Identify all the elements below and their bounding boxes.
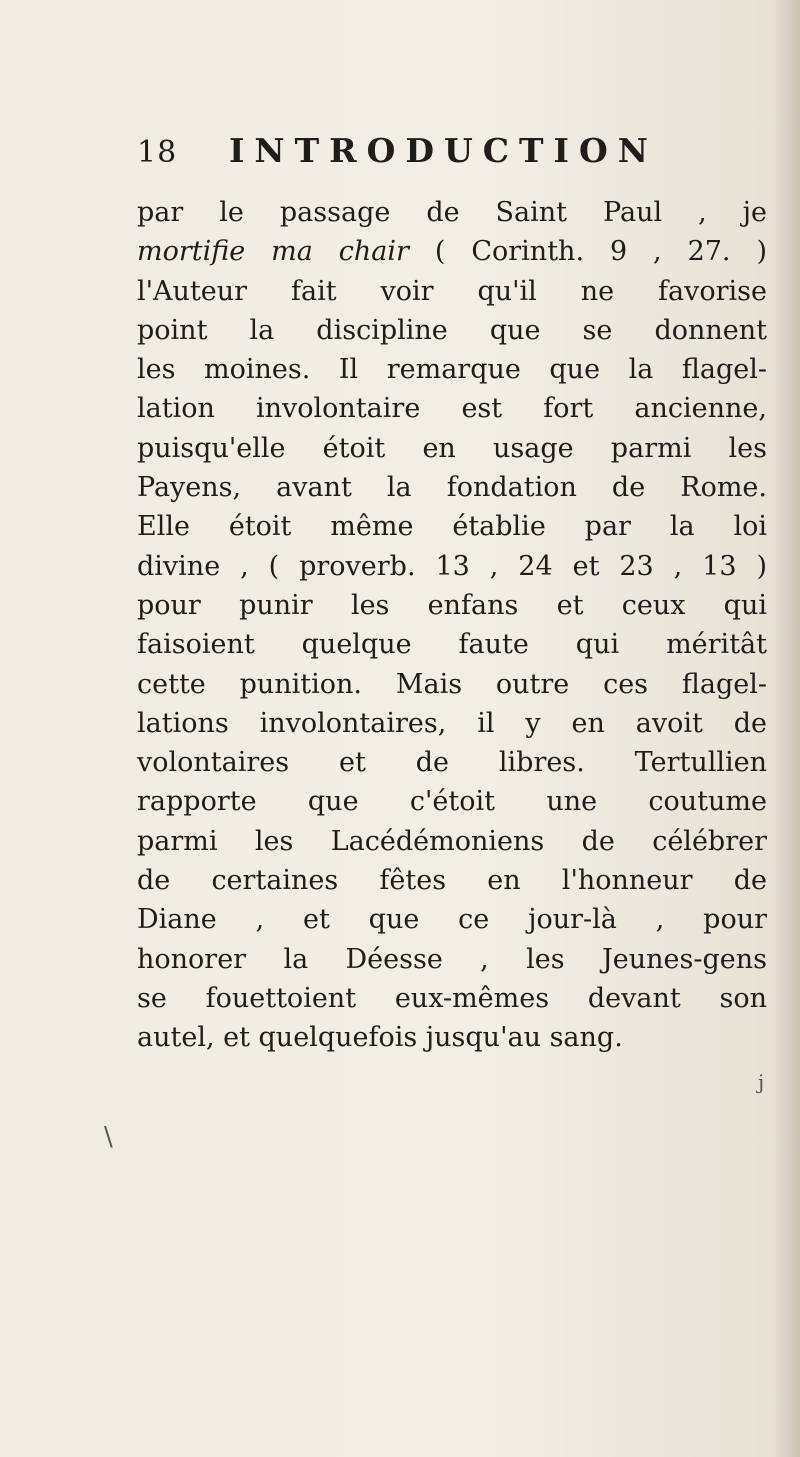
text-line: lation involontaire est fort ancienne, bbox=[137, 393, 767, 425]
text-line: l'Auteur fait voir qu'il ne favorise bbox=[137, 275, 767, 307]
text-line: Payens, avant la fondation de Rome. bbox=[137, 472, 767, 504]
text-line: faisoient quelque faute qui méritât bbox=[137, 629, 767, 661]
text-line: cette punition. Mais outre ces flagel- bbox=[137, 668, 767, 700]
text-line: puisqu'elle étoit en usage parmi les bbox=[137, 432, 767, 464]
citation: ( Corinth. 9 , 27. ) bbox=[434, 236, 767, 268]
text-line: divine , ( proverb. 13 , 24 et 23 , 13 ) bbox=[137, 550, 767, 582]
text-line: se fouettoient eux-mêmes devant son bbox=[137, 982, 767, 1014]
text-line: parmi les Lacédémoniens de célébrer bbox=[137, 825, 767, 857]
text-line: autel, et quelquefois jusqu'au sang. bbox=[137, 1022, 623, 1054]
text-line: pour punir les enfans et ceux qui bbox=[137, 589, 767, 621]
stray-mark-j: j bbox=[758, 1070, 765, 1094]
stray-mark-slash: \ bbox=[104, 1122, 113, 1152]
page-number: 18 bbox=[137, 135, 178, 170]
text-line: par le passage de Saint Paul , je bbox=[137, 197, 767, 228]
body-paragraph bbox=[137, 193, 767, 1058]
page-header bbox=[137, 131, 757, 175]
text-line: volontaires et de libres. Tertullien bbox=[137, 747, 767, 779]
text-line: les moines. Il remarque que la flagel- bbox=[137, 354, 767, 386]
text-line: lations involontaires, il y en avoit de bbox=[137, 707, 767, 739]
page-edge-shadow bbox=[774, 0, 800, 1457]
text-line: Diane , et que ce jour-là , pour bbox=[137, 904, 767, 936]
text-line: de certaines fêtes en l'honneur de bbox=[137, 865, 767, 897]
text-line: point la discipline que se donnent bbox=[137, 314, 767, 346]
text-line: Elle étoit même établie par la loi bbox=[137, 511, 767, 543]
italic-quote: mortifie ma chair bbox=[137, 236, 409, 268]
text-line: honorer la Déesse , les Jeunes-gens bbox=[137, 943, 767, 975]
running-head: INTRODUCTION bbox=[229, 131, 658, 170]
text-line: rapporte que c'étoit une coutume bbox=[137, 786, 767, 818]
text-line bbox=[137, 232, 767, 271]
